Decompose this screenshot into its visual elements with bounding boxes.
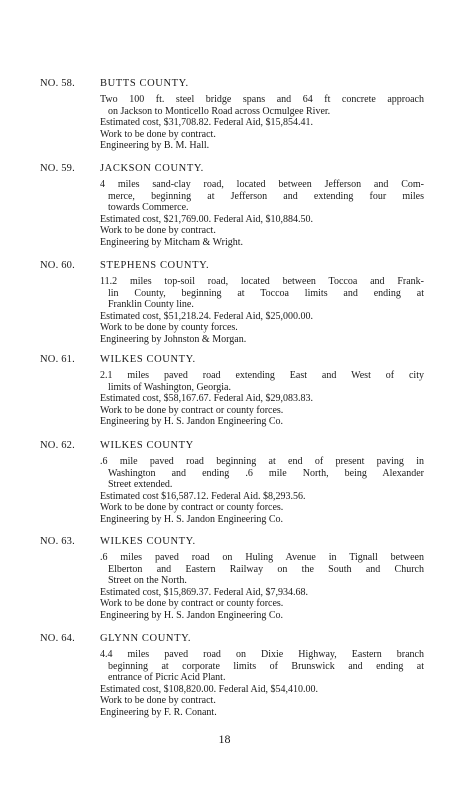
estimated-cost-line: Estimated cost $16,587.12. Federal Aid. $8,293.56. bbox=[100, 490, 306, 502]
project-number: NO. 64. bbox=[40, 633, 75, 644]
county-heading: WILKES COUNTY. bbox=[100, 354, 196, 365]
estimated-cost-line: Estimated cost, $15,869.37. Federal Aid, $7,934.68. bbox=[100, 586, 309, 598]
work-line: Work to be done by contract. bbox=[100, 128, 216, 140]
description-line: Street on the North. bbox=[108, 575, 187, 587]
description-line: 2.1 miles paved road extending East and West of city bbox=[100, 370, 424, 381]
estimated-cost-line: Estimated cost, $21,769.00. Federal Aid, $10,884.50. bbox=[100, 213, 314, 225]
engineering-line: Engineering by H. S. Jandon Engineering Co. bbox=[100, 416, 284, 428]
county-heading: BUTTS COUNTY. bbox=[100, 78, 189, 89]
engineering-line: Engineering by B. M. Hall. bbox=[100, 140, 210, 152]
description-line: Two 100 ft. steel bridge spans and 64 ft concrete approach bbox=[100, 94, 424, 105]
description-line: merce, beginning at Jefferson and extending four miles bbox=[108, 190, 424, 202]
work-line: Work to be done by contract. bbox=[100, 225, 216, 237]
engineering-line: Engineering by H. S. Jandon Engineering Co. bbox=[100, 609, 284, 621]
project-number: NO. 62. bbox=[40, 440, 75, 451]
description-line: 11.2 miles top-soil road, located between Toccoa and Frank- bbox=[100, 276, 424, 287]
description-line: Elberton and Eastern Railway on the South and Church bbox=[108, 563, 424, 575]
description-line: Franklin County line. bbox=[108, 299, 194, 311]
county-heading: WILKES COUNTY bbox=[100, 440, 194, 451]
county-heading: GLYNN COUNTY. bbox=[100, 633, 192, 644]
page-number: 18 bbox=[218, 732, 231, 746]
estimated-cost-line: Estimated cost, $58,167.67. Federal Aid, $29,083.83. bbox=[100, 393, 314, 405]
project-number: NO. 58. bbox=[40, 78, 75, 89]
description-line: 4.4 miles paved road on Dixie Highway, Eastern branch bbox=[100, 649, 424, 660]
county-heading: STEPHENS COUNTY. bbox=[100, 260, 210, 271]
work-line: Work to be done by contract or county forces. bbox=[100, 598, 284, 610]
project-number: NO. 59. bbox=[40, 163, 75, 174]
estimated-cost-line: Estimated cost, $108,820.00. Federal Aid, $54,410.00. bbox=[100, 683, 319, 695]
description-line: on Jackson to Monticello Road across Ocmulgee River. bbox=[108, 105, 331, 117]
project-body bbox=[100, 354, 424, 428]
project-number: NO. 63. bbox=[40, 536, 75, 547]
project-body bbox=[100, 260, 424, 346]
description-line: Street extended. bbox=[108, 479, 173, 491]
project-body bbox=[100, 633, 424, 719]
work-line: Work to be done by contract or county forces. bbox=[100, 404, 284, 416]
description-line: towards Commerce. bbox=[108, 202, 189, 214]
description-line: Washington and ending .6 mile North, being Alexander bbox=[108, 467, 424, 479]
engineering-line: Engineering by Mitcham & Wright. bbox=[100, 236, 243, 248]
description-line: 4 miles sand-clay road, located between Jefferson and Com- bbox=[100, 179, 424, 190]
engineering-line: Engineering by H. S. Jandon Engineering Co. bbox=[100, 513, 284, 525]
project-body bbox=[100, 78, 424, 152]
project-body bbox=[100, 163, 424, 249]
project-body bbox=[100, 536, 424, 622]
project-body bbox=[100, 440, 424, 526]
work-line: Work to be done by county forces. bbox=[100, 322, 238, 334]
work-line: Work to be done by contract or county forces. bbox=[100, 502, 284, 514]
description-line: .6 mile paved road beginning at end of present paving in bbox=[100, 456, 424, 467]
project-number: NO. 60. bbox=[40, 260, 75, 271]
engineering-line: Engineering by Johnston & Morgan. bbox=[100, 333, 247, 345]
county-heading: WILKES COUNTY. bbox=[100, 536, 196, 547]
project-number: NO. 61. bbox=[40, 354, 75, 365]
description-line: limits of Washington, Georgia. bbox=[108, 381, 231, 393]
engineering-line: Engineering by F. R. Conant. bbox=[100, 706, 217, 718]
estimated-cost-line: Estimated cost, $31,708.82. Federal Aid, $15,854.41. bbox=[100, 117, 314, 129]
description-line: .6 miles paved road on Huling Avenue in Tignall between bbox=[100, 552, 424, 563]
estimated-cost-line: Estimated cost, $51,218.24. Federal Aid, $25,000.00. bbox=[100, 310, 314, 322]
description-line: lin County, beginning at Toccoa limits and ending at bbox=[108, 287, 424, 299]
work-line: Work to be done by contract. bbox=[100, 695, 216, 707]
county-heading: JACKSON COUNTY. bbox=[100, 163, 204, 174]
description-line: beginning at corporate limits of Brunswick and ending at bbox=[108, 660, 424, 672]
description-line: entrance of Picric Acid Plant. bbox=[108, 672, 226, 684]
